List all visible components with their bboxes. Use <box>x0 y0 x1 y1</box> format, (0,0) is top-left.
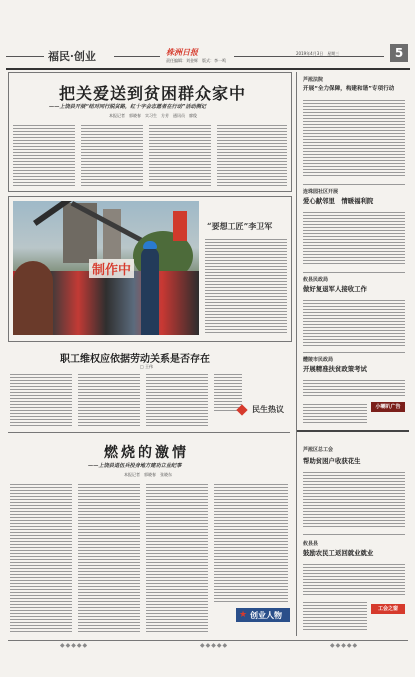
lead-byline: 本报记者 郭晓春 实习生 方芳 通讯员 廖俊 <box>109 113 197 118</box>
feature-subtitle: ——上饶县退伍兵投身地方建功立业纪事 <box>88 463 182 469</box>
feature-byline: 本报记者 郭晓春 张晓东 <box>124 472 172 477</box>
lead-subtitle: ——上饶县开展“结对同行脱贫路，红十字会志愿者在行动”活动侧记 <box>49 104 207 110</box>
mid-body-col3 <box>146 372 208 426</box>
lead-body-col1 <box>13 123 75 187</box>
diamond-icon <box>236 404 247 415</box>
r2-kicker: 连珠园社区开展 <box>303 189 339 195</box>
photo-caption-text <box>205 237 287 335</box>
page-header <box>6 44 410 70</box>
footer-ornament-left: ◆◆◆◆◆ <box>60 642 89 649</box>
masthead-logo: 株洲日报 <box>166 48 198 57</box>
right-column <box>296 72 409 636</box>
r5-body <box>303 470 405 528</box>
mid-body-col2 <box>78 372 140 426</box>
photo-red-flag <box>173 211 187 241</box>
star-icon: ★ <box>239 610 248 620</box>
header-info: 责任编辑：刘金辉 版式：李一鸣 <box>166 58 226 63</box>
chuangye-tag <box>236 608 290 622</box>
r3-title: 做好复退军人接收工作 <box>303 285 367 293</box>
news-photo <box>13 201 199 335</box>
r-tag-ad: 小喇叭广告 <box>371 402 405 412</box>
lead-body-col4 <box>217 123 287 187</box>
header-date: 2019年4月3日 星期三 <box>296 51 340 56</box>
feature-body-col4 <box>214 482 288 602</box>
page-number: 5 <box>390 44 408 62</box>
r6-body <box>303 562 405 596</box>
minsheng-tag <box>238 404 290 418</box>
photo-caption-title: “要想工匠”李卫军 <box>207 221 273 231</box>
r1-body <box>303 98 405 178</box>
lead-body-col2 <box>81 123 143 187</box>
r6-kicker: 攸县县 <box>303 541 319 547</box>
photo-helmet-worker <box>141 247 159 335</box>
divider <box>8 432 290 433</box>
mid-body-col1 <box>10 372 72 426</box>
feature-body-col3 <box>146 482 208 632</box>
mid-byline: □ 王伟 <box>140 364 154 369</box>
footer-ornament-mid: ◆◆◆◆◆ <box>200 642 229 649</box>
mid-title: 职工维权应依据劳动关系是否存在 <box>60 354 210 365</box>
r3-kicker: 攸县民政局 <box>303 277 329 283</box>
r2-title: 爱心献邻里 情暖福利院 <box>303 197 374 205</box>
photo-feature <box>8 196 292 342</box>
lead-body-col3 <box>149 123 211 187</box>
footer-rule <box>8 640 408 641</box>
feature-body-col1 <box>10 482 72 632</box>
r6-title: 鼓励农民工返回就业就业 <box>303 549 374 557</box>
lead-article <box>8 72 292 192</box>
feature-body-col2 <box>78 482 140 632</box>
feature-article <box>8 436 290 636</box>
r4-title: 开展精准扶贫政策考试 <box>303 365 367 373</box>
r-tag-union: 工会之窗 <box>371 604 405 614</box>
r1-kicker: 芦淞法院 <box>303 77 324 83</box>
r3-body <box>303 298 405 348</box>
minsheng-label: 民生热议 <box>252 405 284 414</box>
r4-kicker: 醴陵市民政局 <box>303 357 334 363</box>
section-name: 福民·创业 <box>48 50 96 63</box>
r2-body <box>303 210 405 266</box>
chuangye-label: 创业人物 <box>250 611 282 620</box>
footer-ornament-right: ◆◆◆◆◆ <box>330 642 359 649</box>
lead-title: 把关爱送到贫困群众家中 <box>59 84 247 103</box>
r4-body <box>303 378 405 398</box>
photo-banner-text: 制作中 <box>89 259 134 278</box>
r1-title: 开展“全力保障，构建和谐”专项行动 <box>303 86 395 92</box>
r5-title: 帮助贫困户收获花生 <box>303 457 361 465</box>
feature-title: 燃烧的激情 <box>104 445 189 461</box>
r5-kicker: 芦淞区总工会 <box>303 447 334 453</box>
